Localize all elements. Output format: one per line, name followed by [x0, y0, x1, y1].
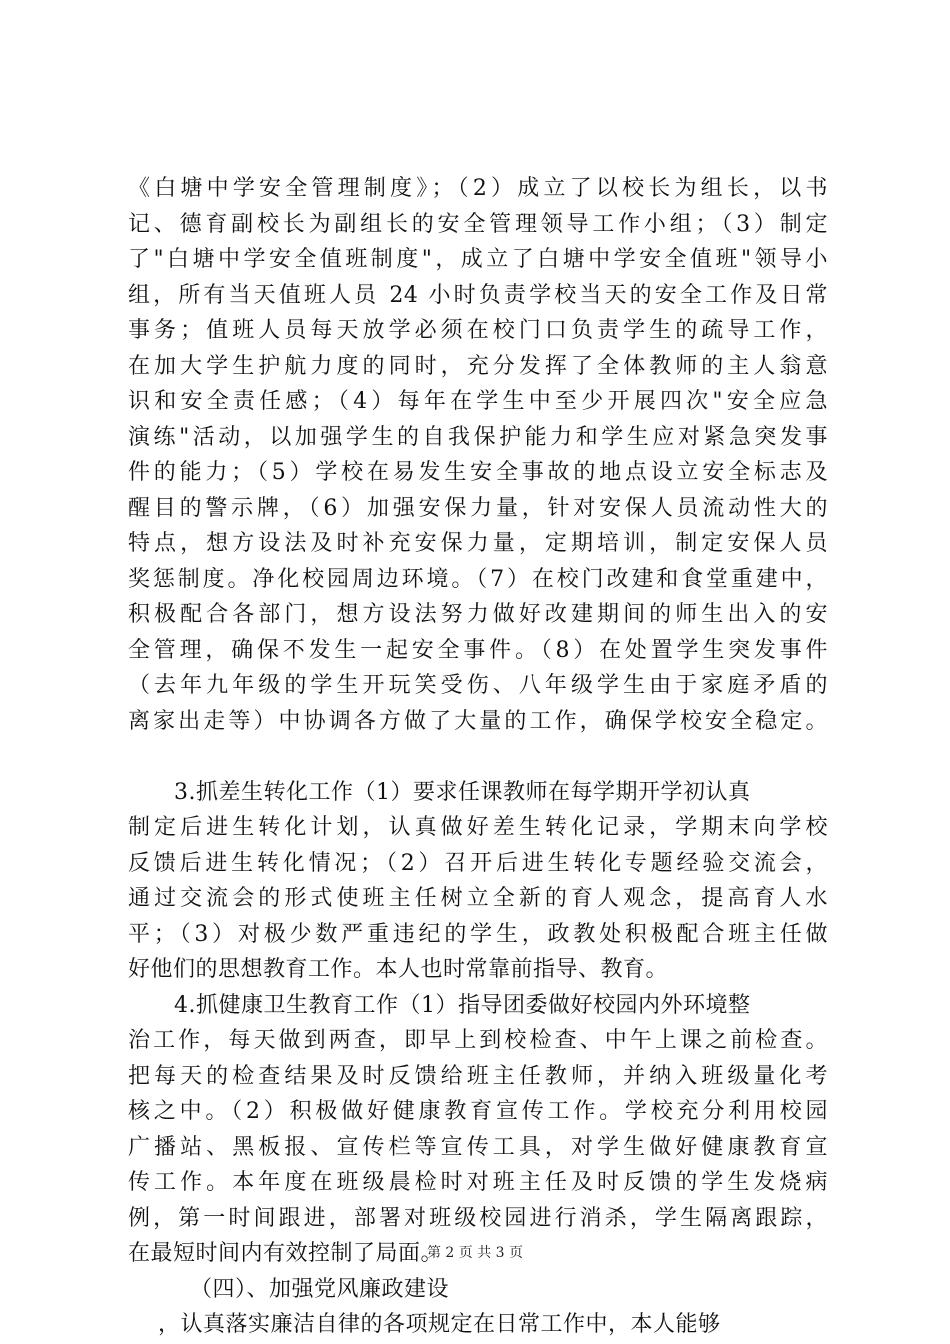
paragraph-line: 积极配合各部门，想方设法努力做好改建期间的师生出入的安: [128, 602, 828, 627]
section-heading: （四）、加强党风廉政建设: [190, 1276, 450, 1302]
paragraph-line: 在最短时间内有效控制了局面。: [128, 1241, 444, 1266]
paragraph-line: 传工作。本年度在班级晨检时对班主任及时反馈的学生发烧病: [128, 1170, 828, 1195]
paragraph-line: 事务；值班人员每天放学必须在校门口负责学生的疏导工作，: [128, 318, 828, 343]
paragraph-line: 演练"活动，以加强学生的自我保护能力和学生应对紧急突发事: [128, 424, 828, 450]
paragraph-line: 识和安全责任感；（4）每年在学生中至少开展四次"安全应急: [128, 389, 828, 414]
paragraph-line: 离家出走等）中协调各方做了大量的工作，确保学校安全稳定。: [128, 708, 828, 734]
paragraph-line: 了"白塘中学安全值班制度"，成立了白塘中学安全值班"领导小: [128, 247, 828, 272]
paragraph-line: 把每天的检查结果及时反馈给班主任教师，并纳入班级量化考: [128, 1063, 828, 1089]
paragraph-line: 广播站、黑板报、宣传栏等宣传工具，对学生做好健康教育宣: [128, 1134, 828, 1160]
paragraph-line: 醒目的警示牌，（6）加强安保力量，针对安保人员流动性大的: [128, 495, 828, 521]
paragraph-line: 好他们的思想教育工作。本人也时常靠前指导、教育。: [128, 957, 669, 982]
paragraph-line: 件的能力；（5）学校在易发生安全事故的地点设立安全标志及: [128, 460, 828, 485]
document-body: [128, 171, 828, 1343]
paragraph-line: 例，第一时间跟进，部署对班级校园进行消杀，学生隔离跟踪，: [128, 1205, 828, 1231]
paragraph-line: 记、德育副校长为副组长的安全管理领导工作小组；（3）制定: [128, 211, 828, 237]
paragraph-line: 《白塘中学安全管理制度》；（2）成立了以校长为组长，以书: [128, 176, 828, 201]
paragraph-line: 在加大学生护航力度的同时，充分发挥了全体教师的主人翁意: [128, 353, 828, 379]
paragraph-spacer: [128, 739, 828, 775]
paragraph-line: 通过交流会的形式使班主任树立全新的育人观念，提高育人水: [128, 886, 828, 911]
paragraph-line: 特点，想方设法及时补充安保力量，定期培训，制定安保人员: [128, 531, 828, 556]
paragraph-line: 奖惩制度。净化校园周边环境。（7）在校门改建和食堂重建中，: [128, 566, 828, 592]
paragraph-line: 3.抓差生转化工作（1）要求任课教师在每学期开学初认真: [174, 779, 751, 805]
paragraph-line: 平；（3）对极少数严重违纪的学生，政教处积极配合班主任做: [128, 921, 828, 947]
paragraph-line: 治工作，每天做到两查，即早上到校检查、中午上课之前检查。: [128, 1028, 828, 1053]
paragraph-line: 反馈后进生转化情况；（2）召开后进生转化专题经验交流会，: [128, 850, 828, 876]
paragraph-line: 4.抓健康卫生教育工作（1）指导团委做好校园内外环境整: [174, 992, 751, 1018]
page-number-footer: 第 2 页 共 3 页: [426, 1245, 524, 1261]
paragraph-line: 组，所有当天值班人员 24 小时负责学校当天的安全工作及日常: [128, 282, 828, 308]
paragraph-line: 核之中。（2）积极做好健康教育宣传工作。学校充分利用校园: [128, 1099, 828, 1124]
paragraph-line: 制定后进生转化计划，认真做好差生转化记录，学期末向学校: [128, 815, 828, 840]
paragraph-line: 全管理，确保不发生一起安全事件。（8）在处置学生突发事件: [128, 637, 828, 663]
paragraph-line: ，认真落实廉洁自律的各项规定在日常工作中，本人能够: [158, 1312, 721, 1337]
paragraph-line: （去年九年级的学生开玩笑受伤、八年级学生由于家庭矛盾的: [128, 673, 828, 698]
